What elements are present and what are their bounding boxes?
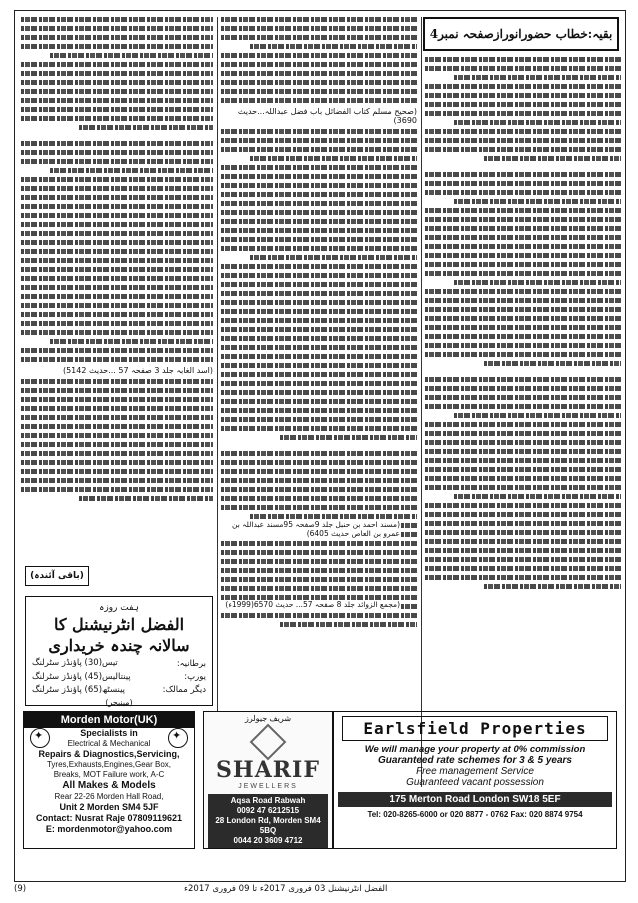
ad-sharif-brand: SHARIF	[216, 757, 320, 783]
car-logo-icon	[168, 728, 188, 748]
subscription-box	[25, 596, 213, 706]
ad-earlsfield-line3: Free management Service	[416, 766, 534, 777]
ad-sharif-info: Aqsa Road Rabwah 0092 47 6212515 28 London Rd, Morden SM4 5BQ 0044 20 3609 4712	[208, 794, 328, 848]
subscription-row-europe: یورپ: پینتالیس(45) پاؤنڈز سٹرلنگ	[32, 672, 206, 682]
continued-label: (باقی آئندہ)	[25, 566, 89, 586]
subscription-name: الفضل انٹرنیشنل کا	[53, 615, 185, 634]
subscription-weekly: ہفت روزہ	[99, 603, 139, 613]
ad-morden-electrical: Electrical & Mechanical	[67, 739, 151, 748]
subscription-row-other: دیگر ممالک: پینسٹھ(65) پاؤنڈز سٹرلنگ	[32, 685, 206, 695]
ad-morden-address2: Unit 2 Morden SM4 5JF	[59, 802, 159, 812]
page-footer	[14, 884, 626, 898]
ad-morden-title: Morden Motor(UK)	[24, 712, 194, 728]
ad-earlsfield-line4: Guaranteed vacant possession	[406, 777, 544, 788]
ad-earlsfield-title: Earlsfield Properties	[342, 716, 608, 741]
ad-morden-services: Repairs & Diagnostics,Servicing,	[38, 749, 180, 759]
issue-date: الفضل انٹرنیشنل 03 فروری 2017ء تا 09 فروری 2017ء	[184, 884, 388, 894]
ad-morden-address1: Rear 22-26 Morden Hall Road,	[54, 792, 164, 801]
page-number: (9)	[14, 884, 27, 894]
ad-sharif-urdu: شریف جیولرز	[244, 714, 292, 723]
reference-citation: (اسد الغابہ جلد 3 صفحہ 57 ...حدیث 5142)	[62, 366, 213, 375]
ad-earlsfield-address: 175 Merton Road London SW18 5EF	[338, 792, 612, 807]
article-title-box	[423, 17, 619, 51]
car-logo-icon	[30, 728, 50, 748]
newspaper-page	[14, 10, 626, 882]
column-divider	[421, 17, 422, 787]
text-column-right	[425, 57, 621, 697]
ad-morden-specialists: Specialists in	[80, 728, 138, 738]
ad-earlsfield-line1: We will manage your property at 0% commission	[364, 744, 586, 755]
ad-sharif-tag: JEWELLERS	[238, 783, 298, 790]
text-column-middle	[221, 17, 417, 637]
ad-morden-services3: Breaks, MOT Failure work, A-C	[53, 770, 165, 779]
ad-earlsfield-tel: Tel: 020-8265-6000 or 020 8877 - 0762 Fax: 020 8874 9754	[367, 810, 583, 819]
subscription-heading: سالانہ چندہ خریداری	[48, 636, 190, 655]
reference-citation-2: (مسند احمد بن حنبل جلد 9صفحہ 95مسند عبداللہ بن عمرو بن العاص حدیث 6405)	[220, 520, 400, 538]
diamond-icon	[250, 724, 287, 761]
article-title: بقیہ:خطاب حضورانورازصفحہ نمبر4	[429, 27, 613, 41]
ad-morden-contact: Contact: Nusrat Raje 07809119621	[35, 813, 183, 823]
ad-earlsfield-line2: Guaranteed rate schemes for 3 & 5 years	[378, 755, 572, 766]
subscription-row-uk: برطانیہ: تیس(30) پاؤنڈز سٹرلنگ	[32, 658, 206, 669]
reference-citation-4: (مجمع الزوائد جلد 8 صفحہ 57... حدیث 6570(1999ء)	[220, 600, 400, 609]
ad-morden-motor	[23, 711, 195, 849]
ad-morden-email: E: mordenmotor@yahoo.com	[45, 824, 173, 834]
reference-citation: (صحیح مسلم کتاب الفضائل باب فضل عبداللہ...حدیث 3690)	[237, 107, 417, 125]
subscription-manager: (مینیجر)	[105, 698, 133, 707]
ad-sharif-jewellers	[203, 711, 333, 849]
ad-morden-services2: Tyres,Exhausts,Engines,Gear Box,	[46, 760, 172, 769]
column-divider	[217, 17, 218, 787]
ad-earlsfield-properties	[333, 711, 617, 849]
text-column-left	[21, 17, 213, 637]
ad-morden-models: All Makes & Models	[62, 780, 156, 791]
